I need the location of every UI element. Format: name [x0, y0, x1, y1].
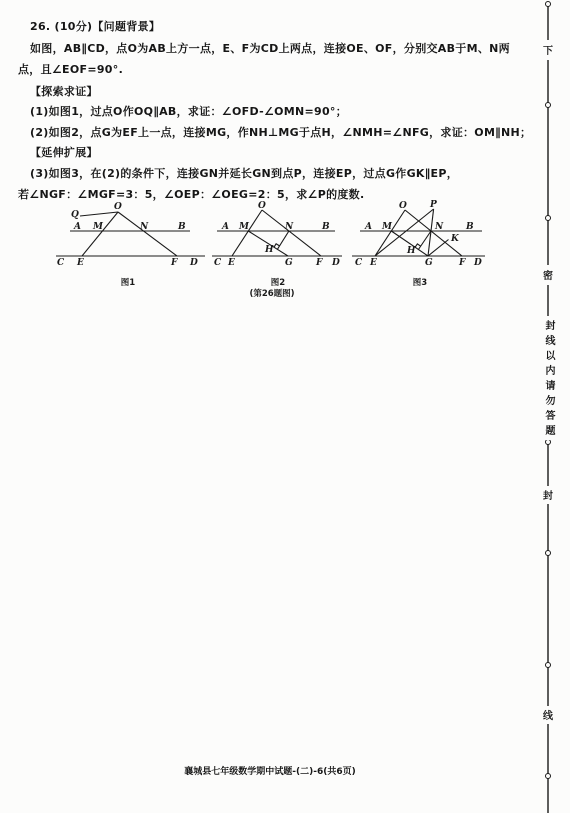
- section-extend-title: 【延伸扩展】: [30, 146, 98, 159]
- margin-mark-feng: 封: [543, 491, 553, 502]
- fig1-label-n: N: [140, 222, 149, 232]
- fig3-label-f: F: [459, 258, 466, 268]
- fig1-label-a: A: [74, 222, 81, 232]
- fig1-label-m: M: [93, 222, 103, 232]
- seal-hole-circle: [546, 216, 551, 221]
- fig3-label-p: P: [430, 200, 437, 210]
- part2-text: (2)如图2，点G为EF上一点，连接MG，作NH⊥MG于点H，∠NMH=∠NFG，求证：OM∥NH；: [30, 126, 532, 139]
- part1-text: (1)如图1，过点O作OQ∥AB，求证：∠OFD-∠OMN=90°；: [30, 105, 348, 118]
- fig1-segment-of: [118, 212, 177, 256]
- seal-hole-circle: [546, 663, 551, 668]
- fig3-segment-oe: [375, 210, 405, 256]
- fig3-label-g: G: [425, 258, 433, 268]
- seal-hole-circle: [546, 774, 551, 779]
- fig1-caption: 图1: [120, 278, 136, 288]
- fig2-label-a: A: [222, 222, 229, 232]
- fig2-label-d: D: [332, 258, 340, 268]
- seal-hole-circle: [546, 103, 551, 108]
- figure-group-caption: (第26题图): [249, 289, 295, 299]
- margin-mark-seal: 密: [543, 271, 553, 282]
- figure-3: [352, 200, 485, 288]
- margin-no-answer-note: 封线以内请勿答题: [543, 320, 554, 440]
- seal-hole-circle: [546, 440, 551, 445]
- fig3-label-a: A: [365, 222, 372, 232]
- fig1-label-f: F: [171, 258, 178, 268]
- background-text-line1: 如图，AB∥CD，点O为AB上方一点，E、F为CD上两点，连接OE、OF，分别交AB于M、N两: [30, 42, 510, 55]
- fig3-caption: 图3: [412, 278, 428, 288]
- margin-mark-line: 线: [543, 711, 553, 722]
- fig2-label-g: G: [285, 258, 293, 268]
- fig3-label-k: K: [451, 234, 459, 244]
- fig1-label-d: D: [190, 258, 198, 268]
- fig3-label-h: H: [407, 246, 416, 256]
- part3-text-line1: (3)如图3，在(2)的条件下，连接GN并延长GN到点P，连接EP，过点G作GK∥EP，: [30, 167, 459, 180]
- fig2-label-c: C: [214, 258, 222, 268]
- fig1-segment-oe: [82, 212, 118, 256]
- fig2-label-m: M: [239, 222, 249, 232]
- fig3-segment-ep: [375, 209, 434, 256]
- fig2-label-n: N: [285, 222, 294, 232]
- seal-hole-circle: [546, 2, 551, 7]
- question-header: 26. (10分)【问题背景】: [30, 20, 161, 33]
- fig3-segment-gk: [428, 240, 449, 257]
- fig2-segment-nh: [277, 231, 289, 249]
- fig3-label-m: M: [382, 222, 392, 232]
- figure-2: [212, 201, 342, 288]
- fig2-caption: 图2: [270, 278, 286, 288]
- fig1-label-b: B: [178, 222, 186, 232]
- fig2-label-e: E: [228, 258, 235, 268]
- fig2-segment-oe: [232, 210, 262, 256]
- fig3-label-e: E: [370, 258, 377, 268]
- section-explore-title: 【探索求证】: [30, 85, 98, 98]
- fig3-label-n: N: [435, 222, 444, 232]
- fig2-label-f: F: [316, 258, 323, 268]
- fig2-label-b: B: [322, 222, 330, 232]
- fig1-label-e: E: [77, 258, 84, 268]
- fig1-label-q: Q: [71, 210, 79, 220]
- fig1-segment-oq: [80, 212, 118, 216]
- page-footer: 襄城县七年级数学期中试题-(二)-6(共6页): [184, 767, 356, 777]
- fig3-label-d: D: [474, 258, 482, 268]
- part3-text-line2: 若∠NGF：∠MGF=3：5，∠OEP：∠OEG=2：5，求∠P的度数.: [18, 188, 365, 201]
- fig2-label-o: O: [258, 201, 266, 211]
- fig1-label-c: C: [57, 258, 65, 268]
- fig3-label-b: B: [466, 222, 474, 232]
- fig1-label-o: O: [114, 202, 122, 212]
- fig3-label-o: O: [399, 201, 407, 211]
- margin-mark-top: 下: [543, 46, 553, 57]
- background-text-line2: 点，且∠EOF=90°.: [18, 63, 124, 76]
- fig3-label-c: C: [355, 258, 363, 268]
- figure-1: [56, 202, 205, 288]
- fig2-label-h: H: [265, 245, 274, 255]
- figure-group: [0, 195, 500, 305]
- seal-hole-circle: [546, 551, 551, 556]
